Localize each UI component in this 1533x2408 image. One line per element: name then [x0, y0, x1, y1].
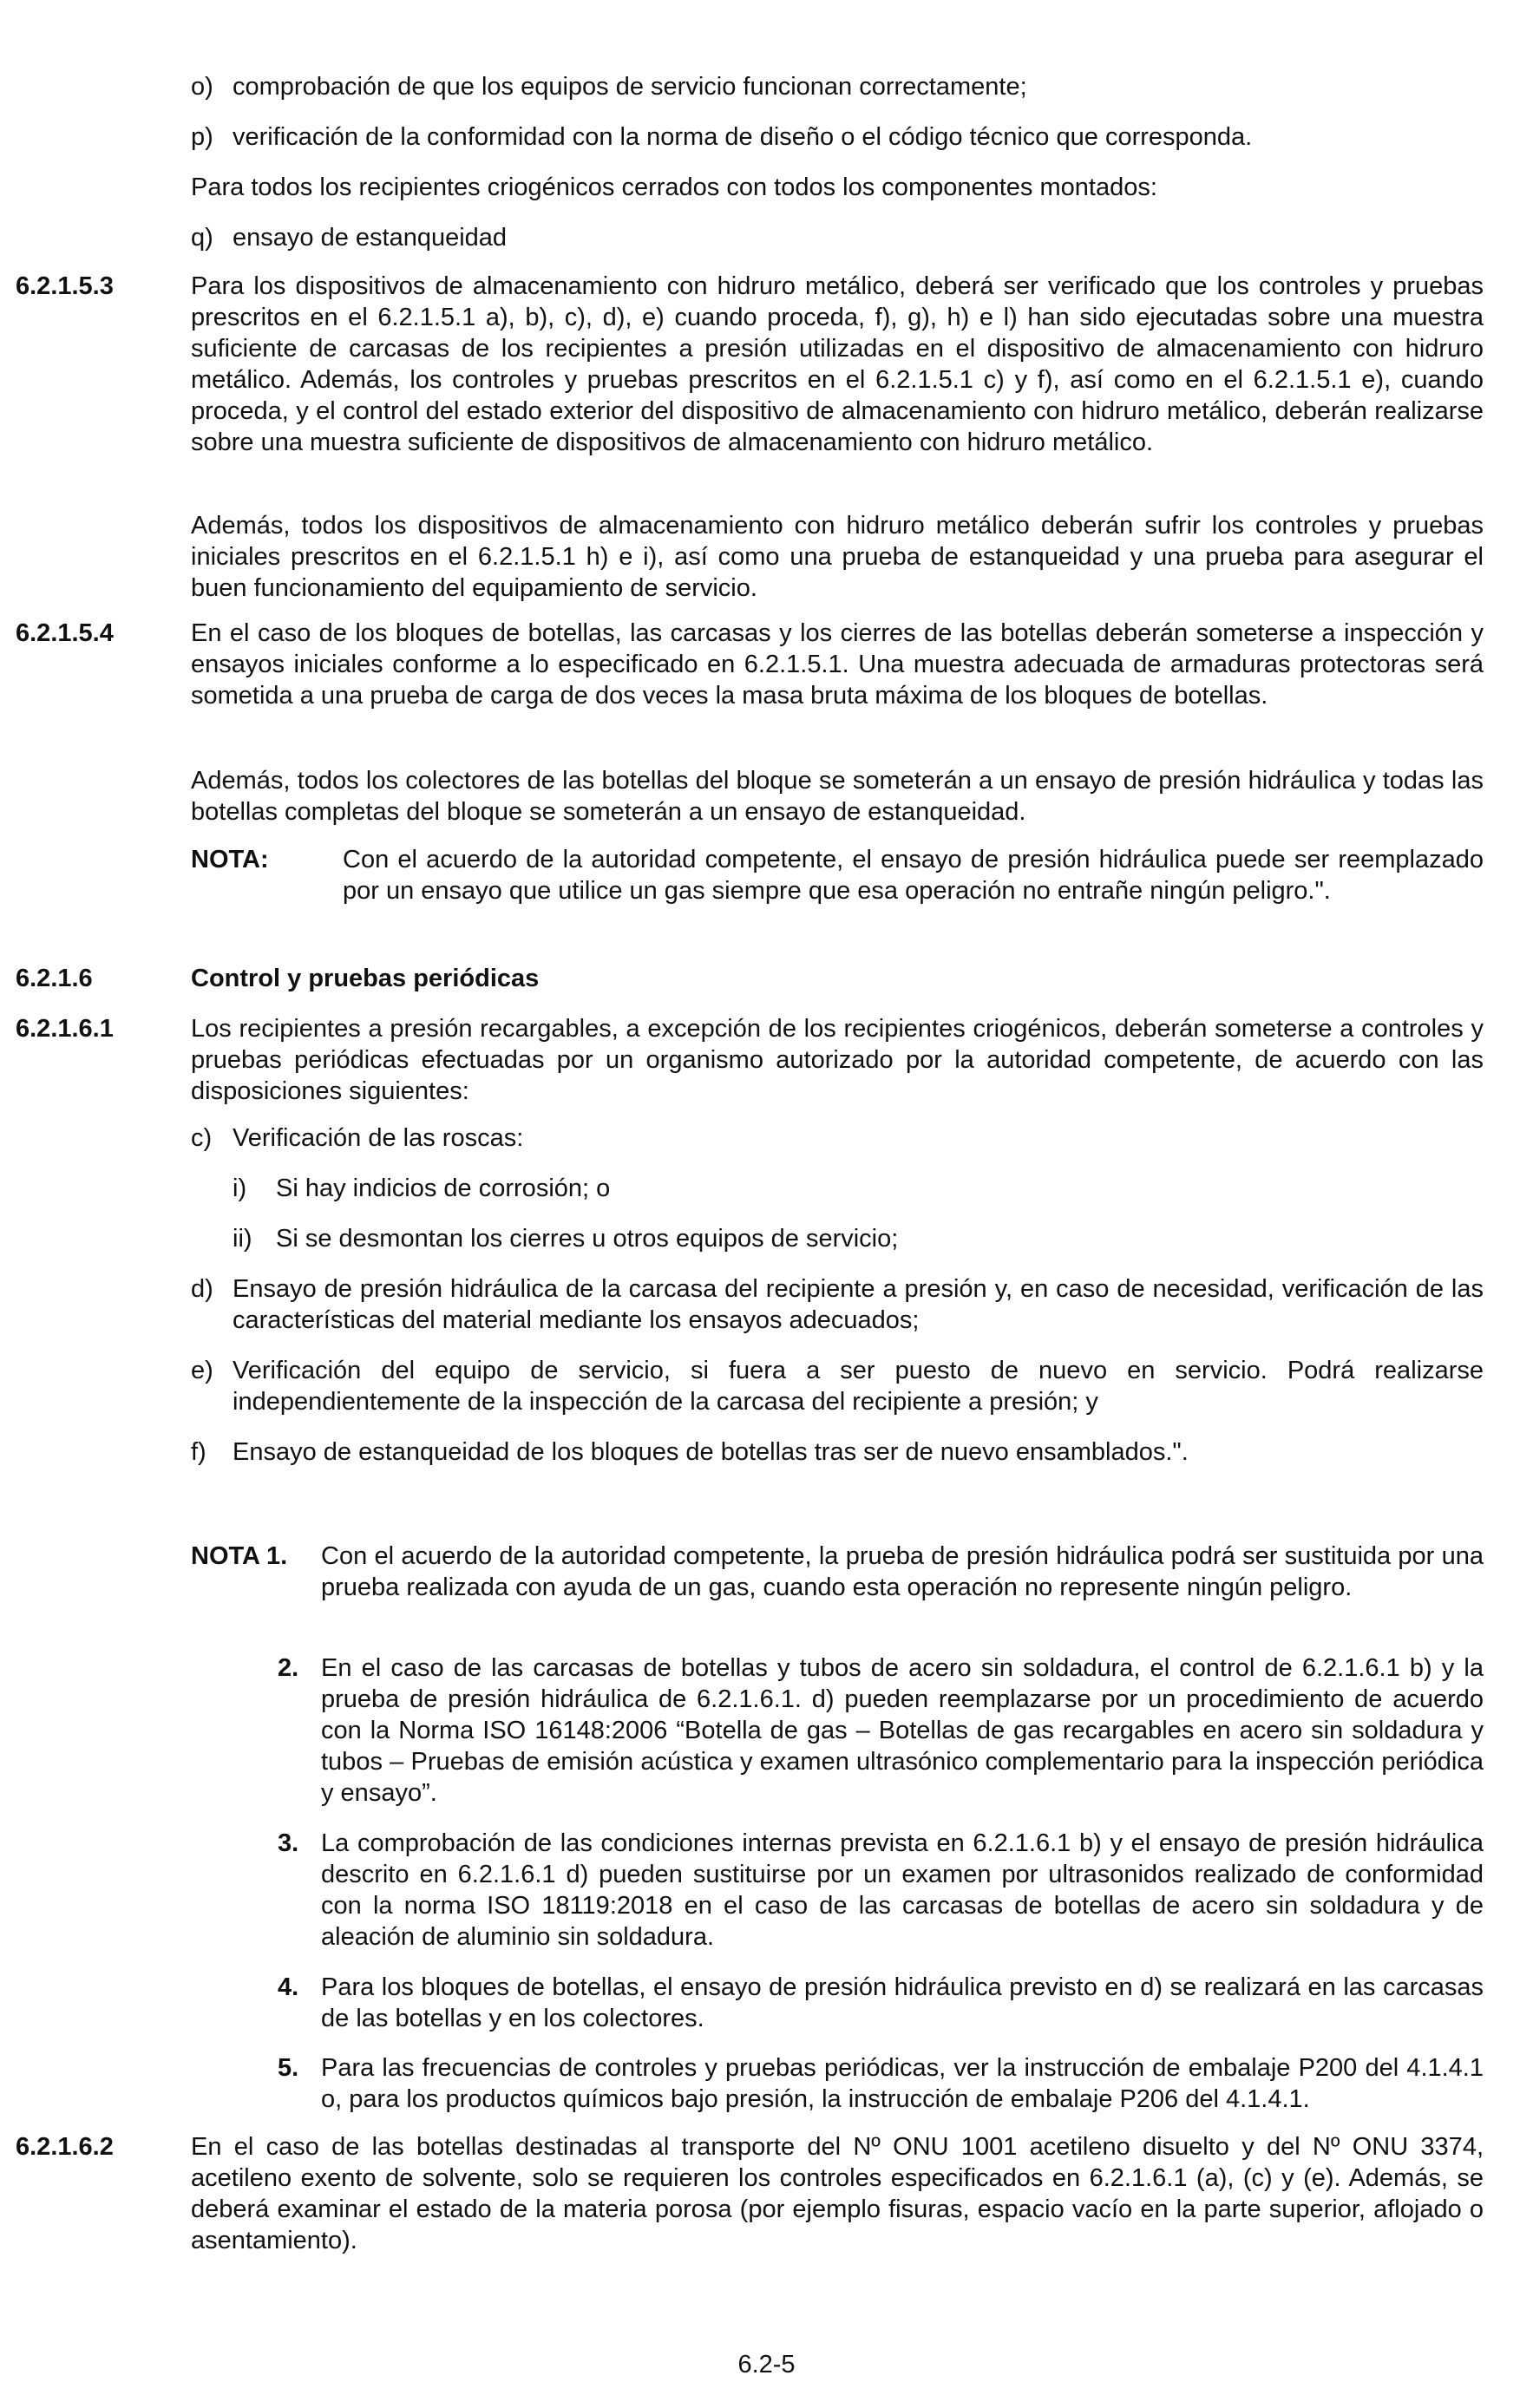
- section-paragraph: Además, todos los colectores de las botellas del bloque se someterán a un ensayo de presión hidráulica y todas las botellas completas del bloque se someterán a un ensayo de estanqueidad.: [191, 767, 1484, 826]
- page-number: 6.2-5: [737, 2351, 796, 2379]
- note-label: NOTA 1.: [191, 1542, 288, 1570]
- section-paragraph: Los recipientes a presión recargables, a excepción de los recipientes criogénicos, deberán someterse a controles y pruebas periódicas efectuadas por un organismo autorizado por la autoridad competente, de acuerdo con las disposiciones siguientes:: [191, 1015, 1484, 1105]
- list-label: d): [191, 1275, 213, 1303]
- section-paragraph: Para los dispositivos de almacenamiento con hidruro metálico, deberá ser verificado que los controles y pruebas prescritos en el 6.2.1.5.1 a), b), c), d), e) cuando proceda, f), g), h) e l) han sido ejecutadas sobre una muestra suficiente de carcasas de los recipientes a presión utilizadas en el dispositivo de almacenamiento con hidruro metálico. Además, los controles y pruebas prescritos en el 6.2.1.5.1 c) y f), así como en el 6.2.1.5.1 e), cuando proceda, y el control del estado exterior del dispositivo de almacenamiento con hidruro metálico, deberán realizarse sobre una muestra suficiente de dispositivos de almacenamiento con hidruro metálico.: [191, 272, 1484, 456]
- list-text: Si se desmontan los cierres u otros equipos de servicio;: [276, 1225, 899, 1253]
- list-text: Si hay indicios de corrosión; o: [276, 1175, 611, 1202]
- section-number: 6.2.1.6.2: [16, 2133, 114, 2161]
- list-text: verificación de la conformidad con la norma de diseño o el código técnico que corresponda.: [233, 123, 1253, 151]
- note-label: 2.: [278, 1654, 299, 1682]
- section-paragraph: En el caso de los bloques de botellas, las carcasas y los cierres de las botellas deberán someterse a inspección y ensayos iniciales conforme a lo especificado en 6.2.1.5.1. Una muestra adecuada de armaduras protectoras será sometida a una prueba de carga de dos veces la masa bruta máxima de los bloques de botellas.: [191, 619, 1484, 710]
- note-text: Con el acuerdo de la autoridad competente, el ensayo de presión hidráulica puede ser reemplazado por un ensayo que utilice un gas siempre que esa operación no entrañe ningún peligro.".: [343, 846, 1484, 905]
- note-text: Para las frecuencias de controles y pruebas periódicas, ver la instrucción de embalaje P200 del 4.1.4.1 o, para los productos químicos bajo presión, la instrucción de embalaje P206 del 4.1.4.1.: [321, 2054, 1484, 2113]
- note-label: 5.: [278, 2054, 299, 2082]
- note-label: NOTA:: [191, 846, 269, 874]
- list-label: o): [191, 73, 213, 101]
- list-label: e): [191, 1357, 213, 1384]
- section-paragraph: Además, todos los dispositivos de almacenamiento con hidruro metálico deberán sufrir los controles y pruebas iniciales prescritos en el 6.2.1.5.1 h) e i), así como una prueba de estanqueidad y una prueba para asegurar el buen funcionamiento del equipamiento de servicio.: [191, 512, 1484, 602]
- section-number: 6.2.1.5.4: [16, 619, 114, 647]
- list-text: Verificación del equipo de servicio, si fuera a ser puesto de nuevo en servicio. Podrá realizarse independientemente de la inspección de la carcasa del recipiente a presión; y: [233, 1357, 1484, 1416]
- note-text: Para los bloques de botellas, el ensayo de presión hidráulica previsto en d) se realizará en las carcasas de las botellas y en los colectores.: [321, 1973, 1484, 2032]
- list-text: Ensayo de estanqueidad de los bloques de botellas tras ser de nuevo ensamblados.".: [233, 1438, 1189, 1466]
- note-text: La comprobación de las condiciones internas prevista en 6.2.1.6.1 b) y el ensayo de presión hidráulica descrito en 6.2.1.6.1 d) pueden sustituirse por un examen por ultrasonidos realizado de conformidad con la norma ISO 18119:2018 en el caso de las carcasas de botellas de acero sin soldadura y de aleación de aluminio sin soldadura.: [321, 1829, 1484, 1951]
- list-label: c): [191, 1124, 213, 1152]
- list-text: ensayo de estanqueidad: [233, 224, 508, 252]
- note-label: 4.: [278, 1973, 299, 2001]
- list-label: f): [191, 1438, 206, 1466]
- note-text: Con el acuerdo de la autoridad competente, la prueba de presión hidráulica podrá ser sustituida por una prueba realizada con ayuda de un gas, cuando esta operación no represente ningún peligro.: [321, 1542, 1484, 1601]
- section-paragraph: En el caso de las botellas destinadas al transporte del Nº ONU 1001 acetileno disuelto y del Nº ONU 3374, acetileno exento de solvente, solo se requieren los controles especificados en 6.2.1.6.1 (a), (c) y (e). Además, se deberá examinar el estado de la materia porosa (por ejemplo fisuras, espacio vacío en la parte superior, aflojado o asentamiento).: [191, 2133, 1484, 2254]
- list-label: q): [191, 224, 213, 252]
- list-label: i): [233, 1175, 247, 1202]
- section-heading: Control y pruebas periódicas: [191, 965, 540, 992]
- list-label: p): [191, 123, 213, 151]
- note-text: En el caso de las carcasas de botellas y tubos de acero sin soldadura, el control de 6.2.1.6.1 b) y la prueba de presión hidráulica de 6.2.1.6.1. d) pueden reemplazarse por un procedimiento de acuerdo con la Norma ISO 16148:2006 “Botella de gas – Botellas de gas recargables en acero sin soldadura y tubos – Pruebas de emisión acústica y examen ultrasónico complementario para la inspección periódica y ensayo”.: [321, 1654, 1484, 1807]
- section-number: 6.2.1.6: [16, 965, 93, 992]
- list-text: Ensayo de presión hidráulica de la carcasa del recipiente a presión y, en caso de necesidad, verificación de las características del material mediante los ensayos adecuados;: [233, 1275, 1484, 1334]
- list-text: comprobación de que los equipos de servicio funcionan correctamente;: [233, 73, 1027, 101]
- section-number: 6.2.1.6.1: [16, 1015, 114, 1043]
- note-label: 3.: [278, 1829, 299, 1857]
- list-label: ii): [233, 1225, 252, 1253]
- cryogenic-intro: Para todos los recipientes criogénicos cerrados con todos los componentes montados:: [191, 173, 1157, 201]
- section-number: 6.2.1.5.3: [16, 272, 114, 300]
- list-text: Verificación de las roscas:: [233, 1124, 524, 1152]
